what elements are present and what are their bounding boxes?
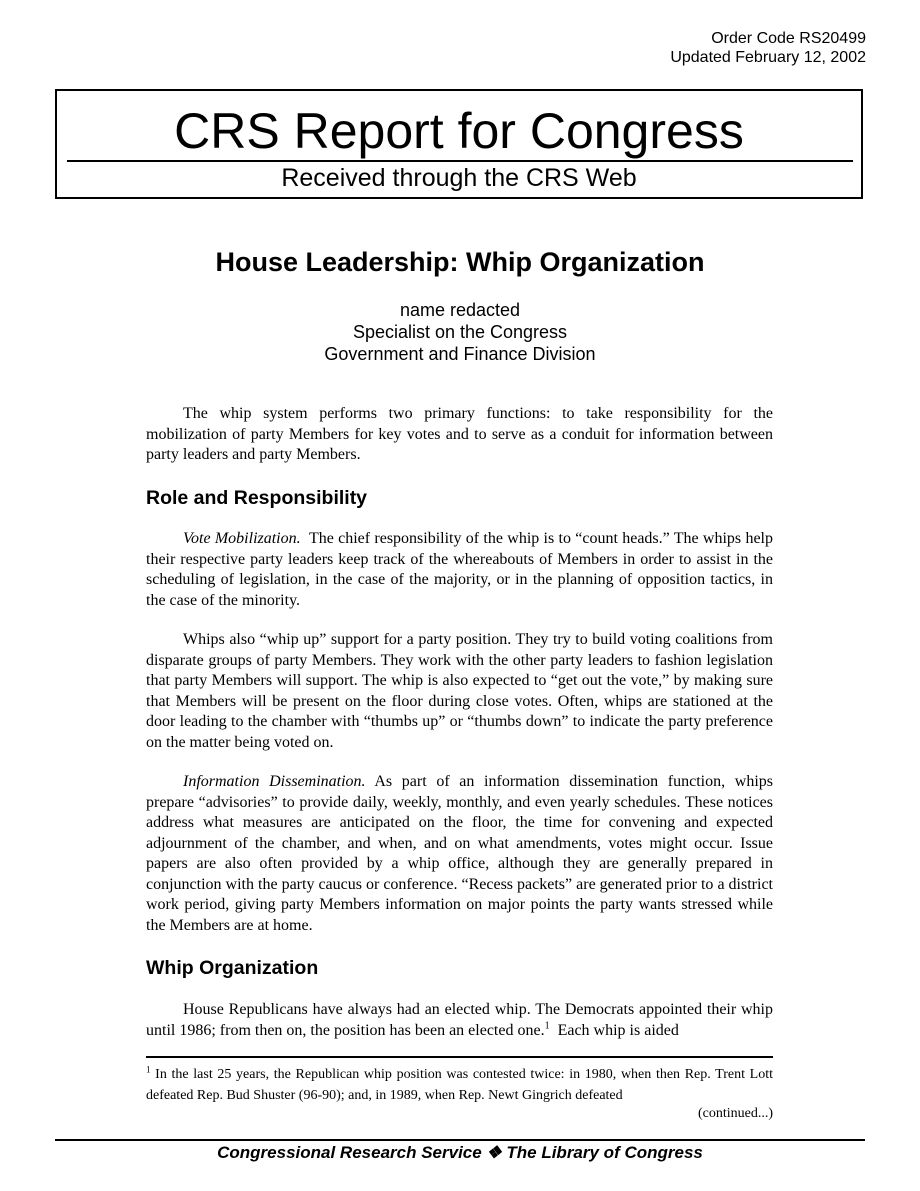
author-block [0, 299, 920, 365]
paragraph-information-dissemination [146, 772, 773, 936]
order-info [670, 29, 866, 67]
paragraph-text-vote-mobilization: The chief responsibility of the whip is to “count heads.” The whips help their respective party leaders keep track of the whereabouts of Members in order to assist in the scheduling of legislation, in the case of the majority, or in the planning of opposition tactics, in the case of the minority. [146, 530, 773, 609]
paragraph-whip-up: Whips also “whip up” support for a party position. They try to build voting coalitions from disparate groups of party Members. They work with the other party leaders to fashion legislation that party Members will support. The whip is also expected to “get out the vote,” by making sure that Members will be present on the floor during close votes. Often, whips are stationed at the door leading to the chamber with “thumbs up” or “thumbs down” to indicate the party preference on the matter being voted on. [146, 631, 773, 751]
masthead-title: CRS Report for Congress [174, 103, 744, 159]
footnote-marker: 1 [146, 1064, 151, 1075]
paragraph-tail-whip-organization: Each whip is aided [557, 1021, 679, 1039]
paragraph-whip-organization [146, 1000, 773, 1041]
author-division: Government and Finance Division [324, 344, 596, 364]
masthead-subtitle: Received through the CRS Web [281, 164, 637, 192]
order-code: Order Code RS20499 [711, 30, 866, 47]
section-heading-role: Role and Responsibility [146, 487, 368, 509]
updated-date: Updated February 12, 2002 [670, 49, 866, 66]
footer-rule [55, 1139, 865, 1141]
author-name: name redacted [399, 300, 521, 320]
paragraph-lead-information: Information Dissemination. [183, 773, 366, 790]
document-title: House Leadership: Whip Organization [215, 247, 705, 277]
masthead [55, 89, 863, 199]
footer: Congressional Research Service ❖ The Library of Congress [217, 1143, 703, 1162]
footnote-reference[interactable]: 1 [544, 1020, 550, 1032]
intro-paragraph: The whip system performs two primary functions: to take responsibility for the mobilization of party Members for key votes and to serve as a conduit for information between party leaders and party Members. [146, 405, 773, 463]
author-role: Specialist on the Congress [352, 322, 568, 342]
section-heading-whip-organization: Whip Organization [146, 957, 319, 979]
masthead-rule [67, 160, 853, 162]
footnote-rule [146, 1056, 773, 1058]
paragraph-vote-mobilization [146, 529, 773, 611]
paragraph-text-whip-organization: House Republicans have always had an elected whip. The Democrats appointed their whip until 1986; from then on, the position has been an elected one. [146, 1001, 773, 1039]
paragraph-text-information: As part of an information dissemination function, whips prepare “advisories” to provide daily, weekly, monthly, and even yearly schedules. These notices address what measures are anticipated on the floor, the time for convening and expected adjournment of the chamber, and when, and on what amendments, votes might occur. Issue papers are also often provided by a whip office, although they are generally prepared in conjunction with the party caucus or conference. “Recess packets” are generated prior to a district work period, giving party Members information on major points the party wants stressed while the Members are at home. [146, 773, 774, 934]
footnote-continued: (continued...) [697, 1106, 773, 1121]
paragraph-lead-vote-mobilization: Vote Mobilization. [183, 530, 301, 547]
footnote [146, 1064, 773, 1106]
footnote-text: In the last 25 years, the Republican whip position was contested twice: in 1980, when then Rep. Trent Lott defeated Rep. Bud Shuster (96-90); and, in 1989, when Rep. Newt Gingrich defeated [146, 1067, 773, 1103]
